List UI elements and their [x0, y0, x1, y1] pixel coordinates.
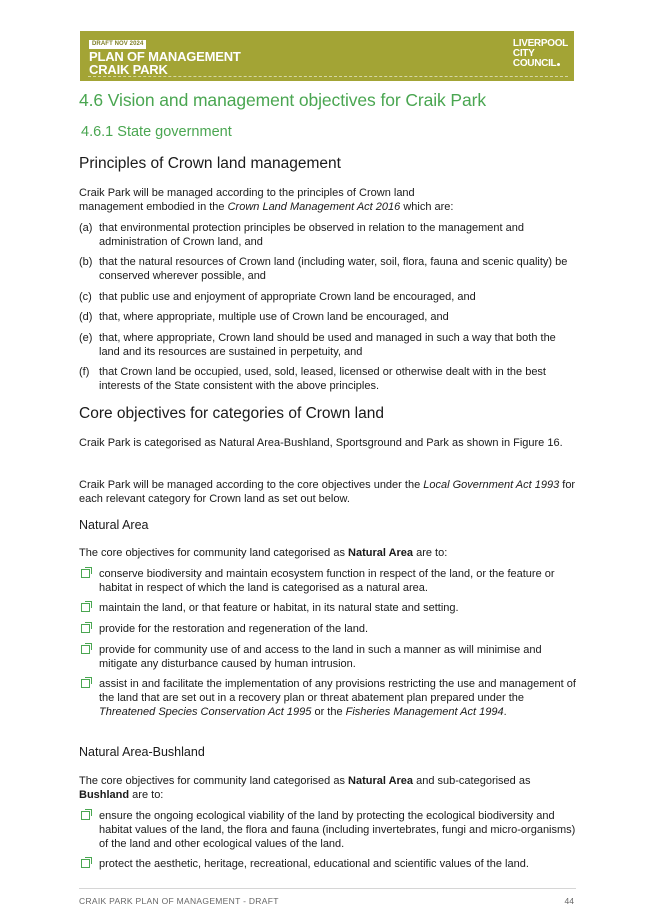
bushland-heading: Natural Area-Bushland: [79, 745, 205, 759]
council-logo-line3-wrap: [513, 59, 568, 69]
list-item-text: provide for the restoration and regeneration of the land.: [99, 623, 369, 635]
checkbox-bullet-icon: [81, 569, 90, 578]
list-item-text: protect the aesthetic, heritage, recreational, educational and scientific values of the land.: [99, 858, 529, 870]
core-objectives-heading: Core objectives for categories of Crown land: [79, 405, 384, 422]
natural-area-intro: [79, 546, 579, 560]
principle-item: [79, 290, 579, 304]
principle-item: [79, 365, 579, 393]
principle-label: (a): [79, 222, 93, 234]
checkbox-bullet-icon: [81, 645, 90, 654]
bushland-intro: [79, 774, 579, 802]
principles-intro-text: Craik Park will be managed according to the principles of Crown land management embodied in the: [79, 187, 415, 213]
principle-item: [79, 310, 579, 324]
principles-intro: [79, 186, 459, 214]
checkbox-bullet-icon: [81, 624, 90, 633]
list-item: [79, 567, 579, 595]
bushland-term: Bushland: [79, 789, 130, 801]
council-logo-line2: CITY: [512, 48, 535, 59]
list-item: [79, 857, 579, 871]
document-title-line2: CRAIK PARK: [89, 62, 168, 77]
principle-text: that environmental protection principles be observed in relation to the management and administration of Crown land, and: [99, 222, 524, 248]
principle-label: (d): [79, 311, 93, 323]
checkbox-bullet-icon: [81, 859, 90, 868]
footer-divider: [79, 888, 576, 889]
natural-area-heading: Natural Area: [79, 518, 149, 532]
natural-area-intro-end: are to:: [413, 547, 448, 559]
council-logo-line1: LIVERPOOL: [512, 38, 568, 49]
threatened-species-act-ref: Threatened Species Conservation Act 1995: [99, 706, 312, 718]
council-logo-line3: COUNCIL: [512, 58, 557, 69]
bushland-intro-end: are to:: [129, 789, 164, 801]
natural-area-term: Natural Area: [348, 547, 414, 559]
principle-label: (c): [79, 291, 92, 303]
list-item: [79, 622, 579, 636]
crown-land-act-ref: Crown Land Management Act 2016: [227, 201, 401, 213]
core-para2-end: for each relevant category for Crown land as set out below.: [79, 479, 576, 505]
natural-area-intro-text: The core objectives for community land categorised as: [79, 547, 349, 559]
principles-intro-end: which are:: [400, 201, 454, 213]
principle-text: that, where appropriate, Crown land should be used and managed in such a way that both the land and its resources are sustained in perpetuity, and: [99, 332, 556, 358]
list-item-text: maintain the land, or that feature or habitat, in its natural state and setting.: [99, 602, 459, 614]
list-item: [79, 809, 579, 851]
draft-tag: DRAFT NOV 2024: [89, 40, 146, 49]
section-heading: 4.6 Vision and management objectives for Craik Park: [79, 90, 487, 110]
list-item-text-end: .: [503, 706, 507, 718]
banner-divider: [88, 76, 568, 77]
principle-text: that public use and enjoyment of appropriate Crown land be encouraged, and: [99, 291, 476, 303]
bushland-intro-text: The core objectives for community land categorised as: [79, 775, 349, 787]
principles-heading: Principles of Crown land management: [79, 155, 341, 172]
list-item-text: assist in and facilitate the implementation of any provisions restricting the use and management of the land that are set out in a recovery plan or threat abatement plan prepared under the: [99, 678, 576, 704]
local-gov-act-ref: Local Government Act 1993: [423, 479, 560, 491]
principle-text: that, where appropriate, multiple use of Crown land be encouraged, and: [99, 311, 449, 323]
principle-text: that the natural resources of Crown land (including water, soil, flora, fauna and scenic quality) be conserved wherever possible, and: [99, 256, 568, 282]
document-title: [89, 50, 241, 76]
core-objectives-para1: Craik Park is categorised as Natural Area-Bushland, Sportsground and Park as shown in Figure 16.: [79, 437, 563, 449]
list-item: [79, 601, 579, 615]
council-logo: [513, 39, 568, 69]
logo-dot-icon: [557, 63, 560, 66]
list-item: [79, 677, 579, 719]
checkbox-bullet-icon: [81, 679, 90, 688]
principle-item: [79, 331, 579, 359]
list-item-text: conserve biodiversity and maintain ecosystem function in respect of the land, or the feature or habitat in respect of which the land is categorised as a natural area.: [99, 568, 555, 594]
principle-label: (f): [79, 366, 90, 378]
fisheries-act-ref: Fisheries Management Act 1994: [345, 706, 504, 718]
core-objectives-para2: [79, 478, 579, 506]
checkbox-bullet-icon: [81, 603, 90, 612]
list-item-text-mid: or the: [311, 706, 346, 718]
footer-document-name: CRAIK PARK PLAN OF MANAGEMENT - DRAFT: [79, 896, 279, 906]
subsection-heading: 4.6.1 State government: [81, 124, 232, 140]
document-title-line1: PLAN OF MANAGEMENT: [89, 49, 241, 64]
bushland-intro-mid: and sub-categorised as: [413, 775, 531, 787]
checkbox-bullet-icon: [81, 811, 90, 820]
page-number: 44: [564, 896, 574, 906]
list-item-text: ensure the ongoing ecological viability of the land by protecting the ecological biodiversity and habitat values of the land, the flora and fauna (including invertebrates, fungi and micro-organisms) of the land and other ecological values of the land.: [99, 810, 576, 850]
principle-label: (e): [79, 332, 93, 344]
natural-area-term: Natural Area: [348, 775, 414, 787]
core-para2-text: Craik Park will be managed according to the core objectives under the: [79, 479, 424, 491]
list-item-text: provide for community use of and access to the land in such a manner as will minimise and mitigate any disturbance caused by human intrusion.: [99, 644, 542, 670]
principle-text: that Crown land be occupied, used, sold, leased, licensed or otherwise dealt with in the best interests of the State consistent with the above principles.: [99, 366, 546, 392]
principle-label: (b): [79, 256, 93, 268]
principle-item: [79, 221, 579, 249]
principle-item: [79, 255, 579, 283]
list-item: [79, 643, 579, 671]
header-banner: [80, 31, 574, 81]
